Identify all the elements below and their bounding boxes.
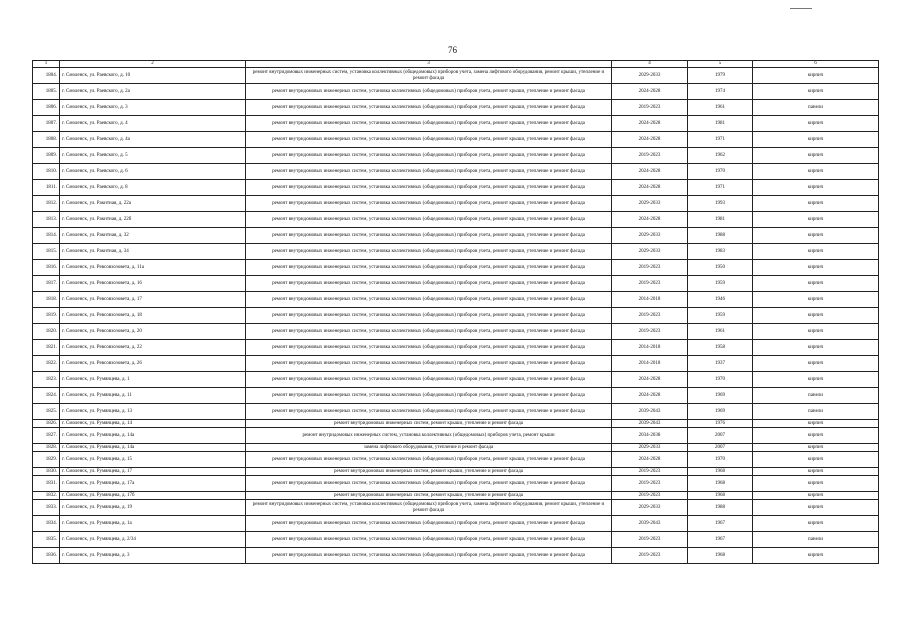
work-description-cell: ремонт внутридомовых инженерных систем, установка коллективных (общедомовых) приборов учета, ремонт крыши, утепление и ремонт фасада	[246, 228, 612, 244]
table-row	[33, 116, 879, 132]
address-cell: г. Смоленск, ул. Румянцева, д. 13	[60, 404, 246, 420]
wall-material-cell: панели	[753, 404, 879, 420]
table-row	[33, 388, 879, 404]
row-number: 1817.	[33, 276, 60, 292]
address-cell: г. Смоленск, ул. Румянцева, д. 19	[60, 500, 246, 516]
row-number: 1836.	[33, 548, 60, 564]
table-row	[33, 468, 879, 476]
table-row	[33, 132, 879, 148]
work-description-cell: ремонт внутридомовых инженерных систем, установка коллективных (общедомовых) приборов учета, ремонт крыши, утепление и ремонт фасада	[246, 164, 612, 180]
repair-period-cell: 2019-2023	[612, 548, 688, 564]
build-year-cell: 1969	[688, 388, 753, 404]
address-cell: г. Смоленск, ул. Румянцева, д. 14а	[60, 444, 246, 452]
work-description-cell: ремонт внутридомовых инженерных систем, установка коллективных (общедомовых) приборов учета, ремонт крыши, утепление и ремонт фасада	[246, 404, 612, 420]
address-cell: г. Смоленск, ул. Румянцева, д. 3	[60, 548, 246, 564]
table-row	[33, 68, 879, 84]
build-year-cell: 1979	[688, 68, 753, 84]
address-cell: г. Смоленск, ул. Румянцева, д. 1а	[60, 516, 246, 532]
address-cell: г. Смоленск, ул. Румянцева, д. 17б	[60, 492, 246, 500]
work-description-cell: ремонт внутридомовых инженерных систем, установка коллективных (общедомовых) приборов учета, ремонт крыши, утепление и ремонт фасада	[246, 260, 612, 276]
repair-period-cell: 2024-2028	[612, 388, 688, 404]
wall-material-cell: кирпич	[753, 164, 879, 180]
work-description-cell: ремонт внутридомовых инженерных систем, установка коллективных (общедомовых) приборов учета, ремонт крыши, утепление и ремонт фасада	[246, 148, 612, 164]
address-cell: г. Смоленск, ул. Раевского, д. 4	[60, 116, 246, 132]
col-header-1: 1	[33, 61, 60, 68]
build-year-cell: 1968	[688, 468, 753, 476]
row-number: 1827.	[33, 428, 60, 444]
build-year-cell: 1962	[688, 148, 753, 164]
address-cell: г. Смоленск, ул. Румянцева, д. 14а	[60, 428, 246, 444]
wall-material-cell: кирпич	[753, 148, 879, 164]
table-row	[33, 324, 879, 340]
address-cell: г. Смоленск, ул. Раевского, д. 10	[60, 68, 246, 84]
table-row	[33, 308, 879, 324]
repair-period-cell: 2029-2033	[612, 244, 688, 260]
wall-material-cell: кирпич	[753, 196, 879, 212]
address-cell: г. Смоленск, ул. Ревсовхозовета, д. 11а	[60, 260, 246, 276]
row-number: 1823.	[33, 372, 60, 388]
wall-material-cell: кирпич	[753, 276, 879, 292]
build-year-cell: 2007	[688, 428, 753, 444]
row-number: 1813.	[33, 212, 60, 228]
col-header-2: 2	[60, 61, 246, 68]
row-number: 1815.	[33, 244, 60, 260]
address-cell: г. Смоленск, ул. Раевского, д. 6	[60, 164, 246, 180]
build-year-cell: 1970	[688, 372, 753, 388]
build-year-cell: 1968	[688, 476, 753, 492]
row-number: 1834.	[33, 516, 60, 532]
table-row	[33, 356, 879, 372]
table-row	[33, 196, 879, 212]
row-number: 1830.	[33, 468, 60, 476]
build-year-cell: 1988	[688, 500, 753, 516]
build-year-cell: 1950	[688, 260, 753, 276]
repair-period-cell: 2029-2033	[612, 228, 688, 244]
repair-period-cell: 2019-2023	[612, 532, 688, 548]
column-number-row	[33, 61, 879, 68]
address-cell: г. Смоленск, ул. Румянцева, д. 1	[60, 372, 246, 388]
row-number: 1824.	[33, 388, 60, 404]
row-number: 1831.	[33, 476, 60, 492]
address-cell: г. Смоленск, ул. Ревсовхозовета, д. 17	[60, 292, 246, 308]
work-description-cell: ремонт внутридомовых инженерных систем, установка коллективных (общедомовых) приборов учета, ремонт крыши, утепление и ремонт фасада	[246, 116, 612, 132]
build-year-cell: 1967	[688, 516, 753, 532]
build-year-cell: 1981	[688, 212, 753, 228]
build-year-cell: 1958	[688, 340, 753, 356]
work-description-cell: ремонт внутридомовых инженерных систем, установка коллективных (общедомовых) приборов учета, замена лифтового оборудования, ремонт крыши, утепление и ремонт фасада	[246, 500, 612, 516]
work-description-cell: ремонт внутридомовых инженерных систем, установка коллективных (общедомовых) приборов учета, ремонт крыши, утепление и ремонт фасада	[246, 276, 612, 292]
build-year-cell: 1968	[688, 548, 753, 564]
col-header-3: 3	[246, 61, 612, 68]
build-year-cell: 1983	[688, 244, 753, 260]
wall-material-cell: кирпич	[753, 212, 879, 228]
wall-material-cell: кирпич	[753, 548, 879, 564]
wall-material-cell: кирпич	[753, 308, 879, 324]
col-header-6: 6	[753, 61, 879, 68]
repair-period-cell: 2039-2043	[612, 404, 688, 420]
repair-period-cell: 2029-2033	[612, 444, 688, 452]
wall-material-cell: кирпич	[753, 84, 879, 100]
repair-period-cell: 2039-2043	[612, 420, 688, 428]
address-cell: г. Смоленск, ул. Ракитная, д. 22а	[60, 196, 246, 212]
address-cell: г. Смоленск, ул. Раевского, д. 3	[60, 100, 246, 116]
table-row	[33, 228, 879, 244]
repair-period-cell: 2019-2023	[612, 148, 688, 164]
table-row	[33, 532, 879, 548]
build-year-cell: 1988	[688, 228, 753, 244]
table-row	[33, 420, 879, 428]
repair-period-cell: 2029-2033	[612, 68, 688, 84]
wall-material-cell: панели	[753, 388, 879, 404]
work-description-cell: ремонт внутридомовых инженерных систем, ремонт крыши, утепление и ремонт фасада	[246, 420, 612, 428]
work-description-cell: ремонт внутридомовых инженерных систем, установка коллективных (общедомовых) приборов учета, ремонт крыши, утепление и ремонт фасада	[246, 244, 612, 260]
table-row	[33, 516, 879, 532]
build-year-cell: 1974	[688, 84, 753, 100]
build-year-cell: 1981	[688, 116, 753, 132]
work-description-cell: ремонт внутридомовых инженерных систем, установка коллективных (общедомовых) приборов учета, ремонт крыши, утепление и ремонт фасада	[246, 532, 612, 548]
work-description-cell: ремонт внутридомовых инженерных систем, установка коллективных (общедомовых) приборов учета, ремонт крыши, утепление и ремонт фасада	[246, 308, 612, 324]
table-row	[33, 100, 879, 116]
repair-period-cell: 2024-2028	[612, 84, 688, 100]
table-row	[33, 164, 879, 180]
row-number: 1808.	[33, 132, 60, 148]
work-description-cell: ремонт внутридомовых инженерных систем, установка коллективных (общедомовых) приборов учета, замена лифтового оборудования, ремонт крыши, утепление и ремонт фасада	[246, 68, 612, 84]
row-number: 1829.	[33, 452, 60, 468]
address-cell: г. Смоленск, ул. Румянцева, д. 11	[60, 388, 246, 404]
row-number: 1814.	[33, 228, 60, 244]
build-year-cell: 1937	[688, 356, 753, 372]
work-description-cell: ремонт внутридомовых инженерных систем, ремонт крыши, утепление и ремонт фасада	[246, 468, 612, 476]
row-number: 1833.	[33, 500, 60, 516]
row-number: 1820.	[33, 324, 60, 340]
repair-period-cell: 2024-2028	[612, 132, 688, 148]
work-description-cell: ремонт внутридомовых инженерных систем, установка коллективных (общедомовых) приборов учета, ремонт крыши, утепление и ремонт фасада	[246, 388, 612, 404]
wall-material-cell: кирпич	[753, 468, 879, 476]
build-year-cell: 1946	[688, 292, 753, 308]
table-row	[33, 340, 879, 356]
repair-period-cell: 2014-2018	[612, 292, 688, 308]
repair-period-cell: 2024-2028	[612, 180, 688, 196]
address-cell: г. Смоленск, ул. Румянцева, д. 2/34	[60, 532, 246, 548]
wall-material-cell: кирпич	[753, 132, 879, 148]
table-row	[33, 212, 879, 228]
row-number: 1832.	[33, 492, 60, 500]
work-description-cell: ремонт внутридомовых инженерных систем, установка коллективных (общедомовых) приборов учета, ремонт крыши, утепление и ремонт фасада	[246, 324, 612, 340]
row-number: 1804.	[33, 68, 60, 84]
address-cell: г. Смоленск, ул. Ревсовхозовета, д. 22	[60, 340, 246, 356]
address-cell: г. Смоленск, ул. Ревсовхозовета, д. 20	[60, 324, 246, 340]
address-cell: г. Смоленск, ул. Румянцева, д. 17	[60, 468, 246, 476]
table-row	[33, 428, 879, 444]
build-year-cell: 1967	[688, 532, 753, 548]
wall-material-cell: кирпич	[753, 444, 879, 452]
row-number: 1809.	[33, 148, 60, 164]
repair-period-cell: 2024-2028	[612, 452, 688, 468]
wall-material-cell: кирпич	[753, 340, 879, 356]
build-year-cell: 1971	[688, 180, 753, 196]
col-header-5: 5	[688, 61, 753, 68]
wall-material-cell: панели	[753, 532, 879, 548]
build-year-cell: 1961	[688, 324, 753, 340]
repair-period-cell: 2019-2023	[612, 260, 688, 276]
row-number: 1816.	[33, 260, 60, 276]
wall-material-cell: кирпич	[753, 428, 879, 444]
row-number: 1806.	[33, 100, 60, 116]
row-number: 1819.	[33, 308, 60, 324]
repair-period-cell: 2024-2028	[612, 372, 688, 388]
table-row	[33, 372, 879, 388]
row-number: 1826.	[33, 420, 60, 428]
wall-material-cell: кирпич	[753, 116, 879, 132]
repair-period-cell: 2029-2033	[612, 500, 688, 516]
build-year-cell: 1971	[688, 132, 753, 148]
work-description-cell: ремонт внутридомовых инженерных систем, установка коллективных (общедомовых) приборов учета, ремонт крыши, утепление и ремонт фасада	[246, 100, 612, 116]
wall-material-cell: кирпич	[753, 420, 879, 428]
work-description-cell: ремонт внутридомовых инженерных систем, установка коллективных (общедомовых) приборов учета, ремонт крыши, утепление и ремонт фасада	[246, 132, 612, 148]
address-cell: г. Смоленск, ул. Раевского, д. 2а	[60, 84, 246, 100]
build-year-cell: 1961	[688, 100, 753, 116]
repair-period-cell: 2019-2023	[612, 476, 688, 492]
build-year-cell: 1959	[688, 308, 753, 324]
address-cell: г. Смоленск, ул. Ревсовхозовета, д. 16	[60, 276, 246, 292]
work-description-cell: замена лифтового оборудования, утепление и ремонт фасада	[246, 444, 612, 452]
address-cell: г. Смоленск, ул. Румянцева, д. 15	[60, 452, 246, 468]
row-number: 1812.	[33, 196, 60, 212]
address-cell: г. Смоленск, ул. Раевского, д. 4а	[60, 132, 246, 148]
col-header-4: 4	[612, 61, 688, 68]
work-description-cell: ремонт внутридомовых инженерных систем, установка коллективных (общедомовых) приборов учета, ремонт крыши, утепление и ремонт фасада	[246, 212, 612, 228]
row-number: 1807.	[33, 116, 60, 132]
work-description-cell: ремонт внутридомовых инженерных систем, установка коллективных (общедомовых) приборов учета, ремонт крыши, утепление и ремонт фасада	[246, 476, 612, 492]
work-description-cell: ремонт внутридомовых инженерных систем, ремонт крыши, утепление и ремонт фасада	[246, 492, 612, 500]
repair-period-cell: 2019-2023	[612, 276, 688, 292]
work-description-cell: ремонт внутридомовых инженерных систем, установка коллективных (общедомовых) приборов учета, ремонт крыши, утепление и ремонт фасада	[246, 340, 612, 356]
address-cell: г. Смоленск, ул. Раевского, д. 8	[60, 180, 246, 196]
build-year-cell: 1970	[688, 452, 753, 468]
wall-material-cell: кирпич	[753, 292, 879, 308]
build-year-cell: 1993	[688, 196, 753, 212]
repair-period-cell: 2014-2018	[612, 340, 688, 356]
address-cell: г. Смоленск, ул. Ревсовхозовета, д. 18	[60, 308, 246, 324]
address-cell: г. Смоленск, ул. Раевского, д. 5	[60, 148, 246, 164]
table-row	[33, 244, 879, 260]
table-row	[33, 180, 879, 196]
wall-material-cell: кирпич	[753, 372, 879, 388]
table-row	[33, 492, 879, 500]
wall-material-cell: панели	[753, 100, 879, 116]
wall-material-cell: кирпич	[753, 68, 879, 84]
work-description-cell: ремонт внутридомовых инженерных систем, установка коллективных (общедомовых) приборов учета, ремонт крыши, утепление и ремонт фасада	[246, 548, 612, 564]
address-cell: г. Смоленск, ул. Румянцева, д. 17а	[60, 476, 246, 492]
repair-period-cell: 2019-2023	[612, 324, 688, 340]
row-number: 1805.	[33, 84, 60, 100]
repair-period-cell: 2029-2033	[612, 196, 688, 212]
repair-period-cell: 2019-2023	[612, 468, 688, 476]
repair-period-cell: 2019-2023	[612, 308, 688, 324]
row-number: 1818.	[33, 292, 60, 308]
build-year-cell: 1976	[688, 420, 753, 428]
wall-material-cell: кирпич	[753, 500, 879, 516]
work-description-cell: ремонт внутридомовых инженерных систем, установка коллективных (общедомовых) приборов учета, ремонт крыши, утепление и ремонт фасада	[246, 516, 612, 532]
row-number: 1825.	[33, 404, 60, 420]
work-description-cell: ремонт внутридомовых инженерных систем, установка коллективных (общедомовых) приборов учета, ремонт крыши, утепление и ремонт фасада	[246, 372, 612, 388]
table-row	[33, 276, 879, 292]
repair-period-cell: 2024-2028	[612, 164, 688, 180]
build-year-cell: 1969	[688, 404, 753, 420]
page-number: 76	[448, 45, 457, 55]
housing-register-table	[32, 60, 879, 564]
table-row	[33, 500, 879, 516]
row-number: 1835.	[33, 532, 60, 548]
wall-material-cell: кирпич	[753, 516, 879, 532]
repair-period-cell: 2024-2028	[612, 116, 688, 132]
build-year-cell: 1959	[688, 276, 753, 292]
repair-period-cell: 2024-2028	[612, 212, 688, 228]
work-description-cell: ремонт внутридомовых инженерных систем, установка коллективных (общедомовых) приборов учета, ремонт крыши, утепление и ремонт фасада	[246, 180, 612, 196]
address-cell: г. Смоленск, ул. Ревсовхозовета, д. 26	[60, 356, 246, 372]
address-cell: г. Смоленск, ул. Ракитная, д. 32	[60, 228, 246, 244]
table-row	[33, 452, 879, 468]
table-row	[33, 292, 879, 308]
work-description-cell: ремонт внутридомовых инженерных систем, установка коллективных (общедомовых) приборов учета, ремонт крыши, утепление и ремонт фасада	[246, 196, 612, 212]
table-row	[33, 84, 879, 100]
work-description-cell: ремонт внутридомовых инженерных систем, установка коллективных (общедомовых) приборов учета, ремонт крыши, утепление и ремонт фасада	[246, 292, 612, 308]
repair-period-cell: 2039-2043	[612, 516, 688, 532]
table-row	[33, 548, 879, 564]
wall-material-cell: кирпич	[753, 244, 879, 260]
table-row	[33, 476, 879, 492]
wall-material-cell: кирпич	[753, 452, 879, 468]
address-cell: г. Смоленск, ул. Ракитная, д. 34	[60, 244, 246, 260]
work-description-cell: ремонт внутридомовых инженерных систем, установка коллективных (общедомовых) приборов учета, ремонт крыши, утепление и ремонт фасада	[246, 356, 612, 372]
wall-material-cell: кирпич	[753, 356, 879, 372]
wall-material-cell: кирпич	[753, 476, 879, 492]
row-number: 1828.	[33, 444, 60, 452]
wall-material-cell: кирпич	[753, 180, 879, 196]
wall-material-cell: кирпич	[753, 492, 879, 500]
row-number: 1811.	[33, 180, 60, 196]
work-description-cell: ремонт внутридомовых инженерных систем, установка коллективных (общедомовых) приборов учета, ремонт крыши, утепление и ремонт фасада	[246, 452, 612, 468]
wall-material-cell: кирпич	[753, 324, 879, 340]
repair-period-cell: 2034-2038	[612, 428, 688, 444]
repair-period-cell: 2019-2023	[612, 492, 688, 500]
repair-period-cell: 2019-2023	[612, 100, 688, 116]
top-rule	[790, 8, 812, 9]
address-cell: г. Смоленск, ул. Румянцева, д. 14	[60, 420, 246, 428]
work-description-cell: ремонт внутридомовых инженерных систем, установка коллективных (общедомовых) приборов учета, ремонт крыши	[246, 428, 612, 444]
wall-material-cell: кирпич	[753, 228, 879, 244]
repair-period-cell: 2014-2018	[612, 356, 688, 372]
build-year-cell: 1970	[688, 164, 753, 180]
table-row	[33, 404, 879, 420]
table-row	[33, 444, 879, 452]
row-number: 1821.	[33, 340, 60, 356]
work-description-cell: ремонт внутридомовых инженерных систем, установка коллективных (общедомовых) приборов учета, ремонт крыши, утепление и ремонт фасада	[246, 84, 612, 100]
table-row	[33, 260, 879, 276]
table-row	[33, 148, 879, 164]
build-year-cell: 1968	[688, 492, 753, 500]
build-year-cell: 2007	[688, 444, 753, 452]
wall-material-cell: кирпич	[753, 260, 879, 276]
address-cell: г. Смоленск, ул. Ракитная, д. 22б	[60, 212, 246, 228]
row-number: 1822.	[33, 356, 60, 372]
row-number: 1810.	[33, 164, 60, 180]
